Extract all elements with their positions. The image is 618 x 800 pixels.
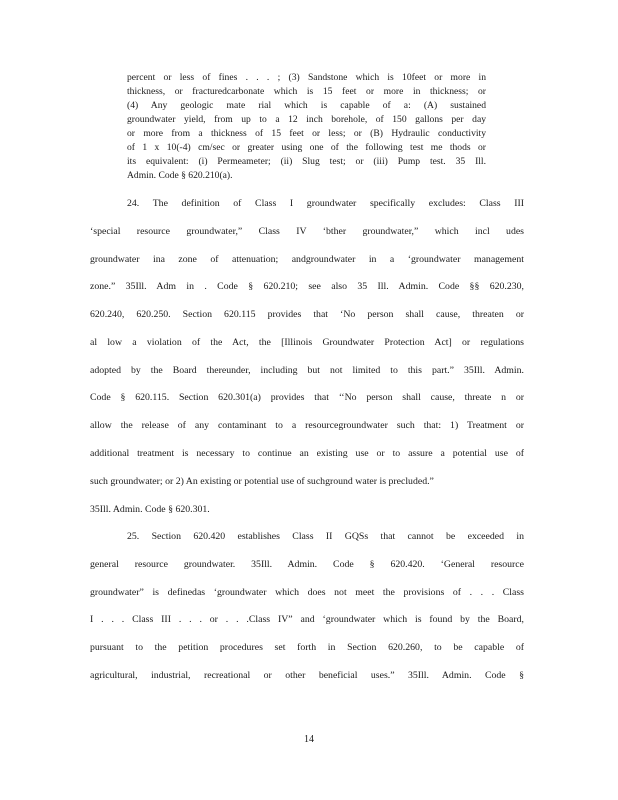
paragraph-line: groundwater ina zone of attenuation; andgroundwater in a ‘groundwater management (90, 254, 524, 265)
quote-line: Admin. Code § 620.210(a). (127, 170, 233, 181)
paragraph-line: 35Ill. Admin. Code § 620.301. (90, 504, 210, 515)
paragraph-line: ‘special resource groundwater,” Class IV ‘bther groundwater,” which incl udes (90, 226, 524, 237)
quote-line: groundwater yield, from up to a 12 inch borehole, of 150 gallons per day (127, 114, 486, 125)
paragraph-line: such groundwater; or 2) An existing or potential use of suchground water is precluded.” (90, 476, 434, 487)
quote-line: or more from a thickness of 15 feet or less; or (B) Hydraulic conductivity (127, 128, 486, 139)
paragraph-line: additional treatment is necessary to continue an existing use or to assure a potential use of (90, 448, 524, 459)
paragraph-line: groundwater” is definedas ‘groundwater which does not meet the provisions of . . . Class (90, 587, 524, 598)
paragraph-line: adopted by the Board thereunder, including but not limited to this part.” 35Ill. Admin. (90, 365, 524, 376)
paragraph-line: 620.240, 620.250. Section 620.115 provides that ‘No person shall cause, threaten or (90, 309, 524, 320)
quote-line: its equivalent: (i) Permeameter; (ii) Slug test; or (iii) Pump test. 35 Ill. (127, 156, 486, 167)
page-number: 14 (304, 734, 314, 745)
paragraph-line: Code § 620.115. Section 620.301(a) provides that ‘‘No person shall cause, threate n or (90, 392, 524, 403)
quote-line: (4) Any geologic mate rial which is capable of a: (A) sustained (127, 100, 486, 111)
quote-line: of 1 x 10(-4) cm/sec or greater using one of the following test me thods or (127, 142, 486, 153)
paragraph-line: 25. Section 620.420 establishes Class II GQSs that cannot be exceeded in (127, 531, 524, 542)
paragraph-line: I . . . Class III . . . or . . .Class IV” and ‘groundwater which is found by the Board, (90, 614, 524, 625)
paragraph-line: allow the release of any contaminant to a resourcegroundwater such that: 1) Treatment or (90, 420, 524, 431)
paragraph-line: 24. The definition of Class I groundwater specifically excludes: Class III (127, 198, 524, 209)
paragraph-line: zone.” 35Ill. Adm in . Code § 620.210; see also 35 Ill. Admin. Code §§ 620.230, (90, 281, 524, 292)
paragraph-line: al low a violation of the Act, the [Illinois Groundwater Protection Act] or regulations (90, 337, 524, 348)
quote-line: thickness, or fracturedcarbonate which is 15 feet or more in thickness; or (127, 86, 486, 97)
quote-line: percent or less of fines . . . ; (3) Sandstone which is 10feet or more in (127, 72, 486, 83)
paragraph-line: pursuant to the petition procedures set forth in Section 620.260, to be capable of (90, 642, 524, 653)
paragraph-line: general resource groundwater. 35Ill. Admin. Code § 620.420. ‘General resource (90, 559, 524, 570)
paragraph-line: agricultural, industrial, recreational or other beneficial uses.” 35Ill. Admin. Code § (90, 670, 524, 681)
